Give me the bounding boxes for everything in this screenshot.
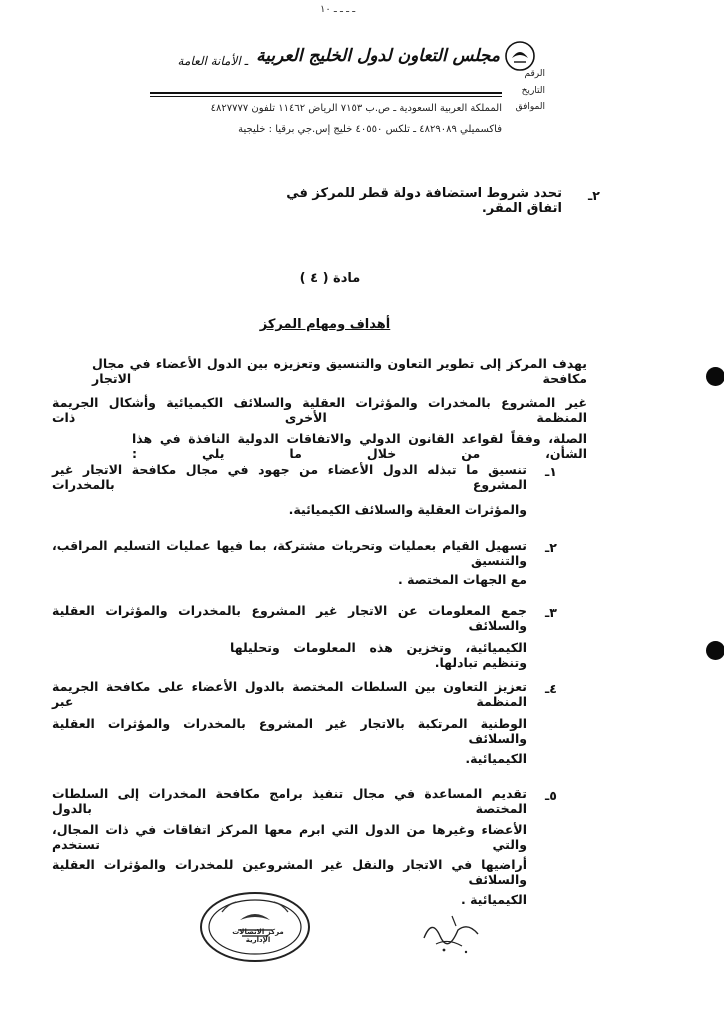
previous-article-item: تحدد شروط استضافة دولة قطر للمركز في اتفاق المقر.	[286, 186, 562, 216]
letterhead-rule-thin	[150, 96, 502, 97]
item-number: ٣ـ	[545, 605, 557, 620]
organization-name: مجلس التعاون لدول الخليج العربية	[256, 46, 500, 66]
item-line: تنسيق ما تبذله الدول الأعضاء من جهود في مجال مكافحة الاتجار غير المشروع بالمخدرات	[52, 462, 527, 492]
item-number: ١ـ	[545, 464, 557, 479]
reference-number-label: الرقم	[524, 69, 545, 79]
punch-hole	[706, 367, 724, 386]
contact-line: فاكسميلي ٤٨٢٩٠٨٩ ـ تلكس ٤٠٥٥٠ خليج إس.جي برقيا : خليجية	[238, 124, 502, 135]
item-number: ٤ـ	[545, 681, 557, 696]
item-line: مع الجهات المختصة .	[398, 572, 527, 587]
item-line: الكيميائية.	[465, 751, 527, 766]
item-line: والمؤثرات العقلية والسلائف الكيميائية.	[288, 502, 527, 517]
stamp-text: مركز الاتصالات الإدارية	[232, 928, 284, 944]
handwritten-signature	[418, 908, 486, 956]
item-line: تقديم المساعدة في مجال تنفيذ برامج مكافحة المخدرات إلى السلطات المختصة بالدول	[52, 786, 527, 816]
secretariat-label: ـ الأمانة العامة	[177, 54, 248, 68]
article-subtitle: أهداف ومهام المركز	[259, 317, 391, 332]
item-line: الكيميائية، وتخزين هذه المعلومات وتحليلها وتنظيم تبادلها.	[230, 640, 527, 670]
item-number: ٥ـ	[545, 788, 557, 803]
corresponding-date-label: الموافق	[515, 102, 545, 112]
item-line: الأعضاء وغيرها من الدول التي ابرم معها المركز اتفاقات في ذات المجال، والتي تستخدم	[52, 822, 527, 852]
item-line: أراضيها في الاتجار والنقل غير المشروعين للمخدرات والمؤثرات العقلية والسلائف	[52, 857, 527, 887]
item-line: جمع المعلومات عن الاتجار غير المشروع بالمخدرات والمؤثرات العقلية والسلائف	[52, 603, 527, 633]
paragraph-line: الصلة، وفقاً لقواعد القانون الدولي والاتفاقات الدولية النافذة في هذا الشأن، من خلال ما يلي :	[132, 431, 587, 461]
paragraph-line: غير المشروع بالمخدرات والمؤثرات العقلية والسلائف الكيميائية وأشكال الجريمة المنظمة الأخرى ذات	[52, 395, 587, 425]
punch-hole	[706, 641, 724, 660]
gcc-logo-icon	[504, 40, 536, 72]
item-line: تعزيز التعاون بين السلطات المختصة بالدول الأعضاء على مكافحة الجريمة المنظمة عبر	[52, 679, 527, 709]
item-line: الوطنية المرتكبة بالاتجار غير المشروع بالمخدرات والمؤثرات العقلية والسلائف	[52, 716, 527, 746]
paragraph-line: يهدف المركز إلى تطوير التعاون والتنسيق وتعزيزه بين الدول الأعضاء في مجال مكافحة الاتجار	[92, 356, 587, 386]
official-stamp	[198, 890, 312, 964]
article-title: مادة ( ٤ )	[299, 271, 361, 286]
top-page-mark: ـ ـ ـ ـ ١٠	[320, 4, 356, 15]
item-number: ٢ـ	[588, 188, 600, 203]
item-line: تسهيل القيام بعمليات وتحريات مشتركة، بما فيها عمليات التسليم المراقب، والتنسيق	[52, 538, 527, 568]
letterhead-rule	[150, 92, 502, 94]
item-line: الكيميائية .	[460, 892, 527, 907]
date-label: التاريخ	[521, 86, 545, 96]
item-number: ٢ـ	[545, 540, 557, 555]
address-line: المملكة العربية السعودية ـ ص.ب ٧١٥٣ الرياض ١١٤٦٢ تلفون ٤٨٢٧٧٧٧	[210, 103, 502, 114]
